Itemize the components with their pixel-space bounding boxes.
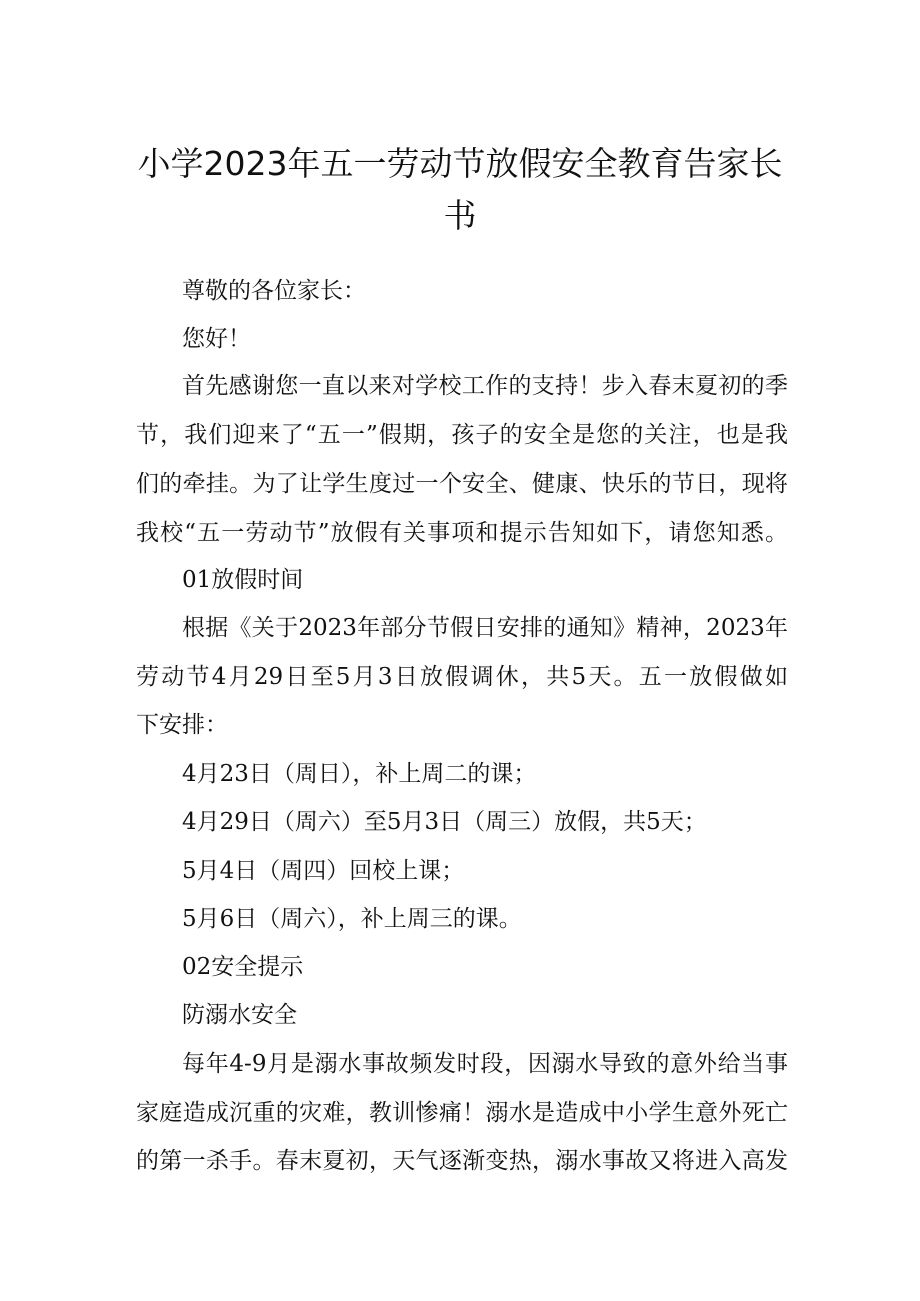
intro-line: 节，我们迎来了“五一”假期，孩子的安全是您的关注，也是我 [136,422,788,448]
schedule-item: 5月4日（周四）回校上课； [182,858,465,884]
intro-line: 我校“五一劳动节”放假有关事项和提示告知如下，请您知悉。 [136,520,788,546]
section2-heading: 02安全提示 [182,954,304,980]
section2-body-line: 每年4-9月是溺水事故频发时段，因溺水导致的意外给当事 [182,1051,788,1077]
section2-subheading: 防溺水安全 [182,1002,297,1028]
section1-body-line: 下安排： [136,712,228,738]
hello-line: 您好！ [182,326,251,352]
schedule-item: 4月29日（周六）至5月3日（周三）放假，共5天； [182,809,707,835]
schedule-item: 4月23日（周日），补上周二的课； [182,761,537,787]
section2-body-line: 的第一杀手。春末夏初，天气逐渐变热，溺水事故又将进入高发 [136,1148,788,1174]
page-title: 小学2023年五一劳动节放假安全教育告家长书 [137,144,783,235]
section2-body-line: 家庭造成沉重的灾难，教训惨痛！溺水是造成中小学生意外死亡 [136,1100,788,1126]
section1-body-line: 劳动节4月29日至5月3日放假调休，共5天。五一放假做如 [136,664,788,690]
intro-line: 们的牵挂。为了让学生度过一个安全、健康、快乐的节日，现将 [136,471,788,497]
intro-line: 首先感谢您一直以来对学校工作的支持！步入春末夏初的季 [182,373,788,399]
section1-heading: 01放假时间 [182,567,304,593]
schedule-item: 5月6日（周六），补上周三的课。 [182,906,522,932]
section1-body-line: 根据《关于2023年部分节假日安排的通知》精神，2023年 [182,615,788,641]
greeting: 尊敬的各位家长： [182,278,366,304]
